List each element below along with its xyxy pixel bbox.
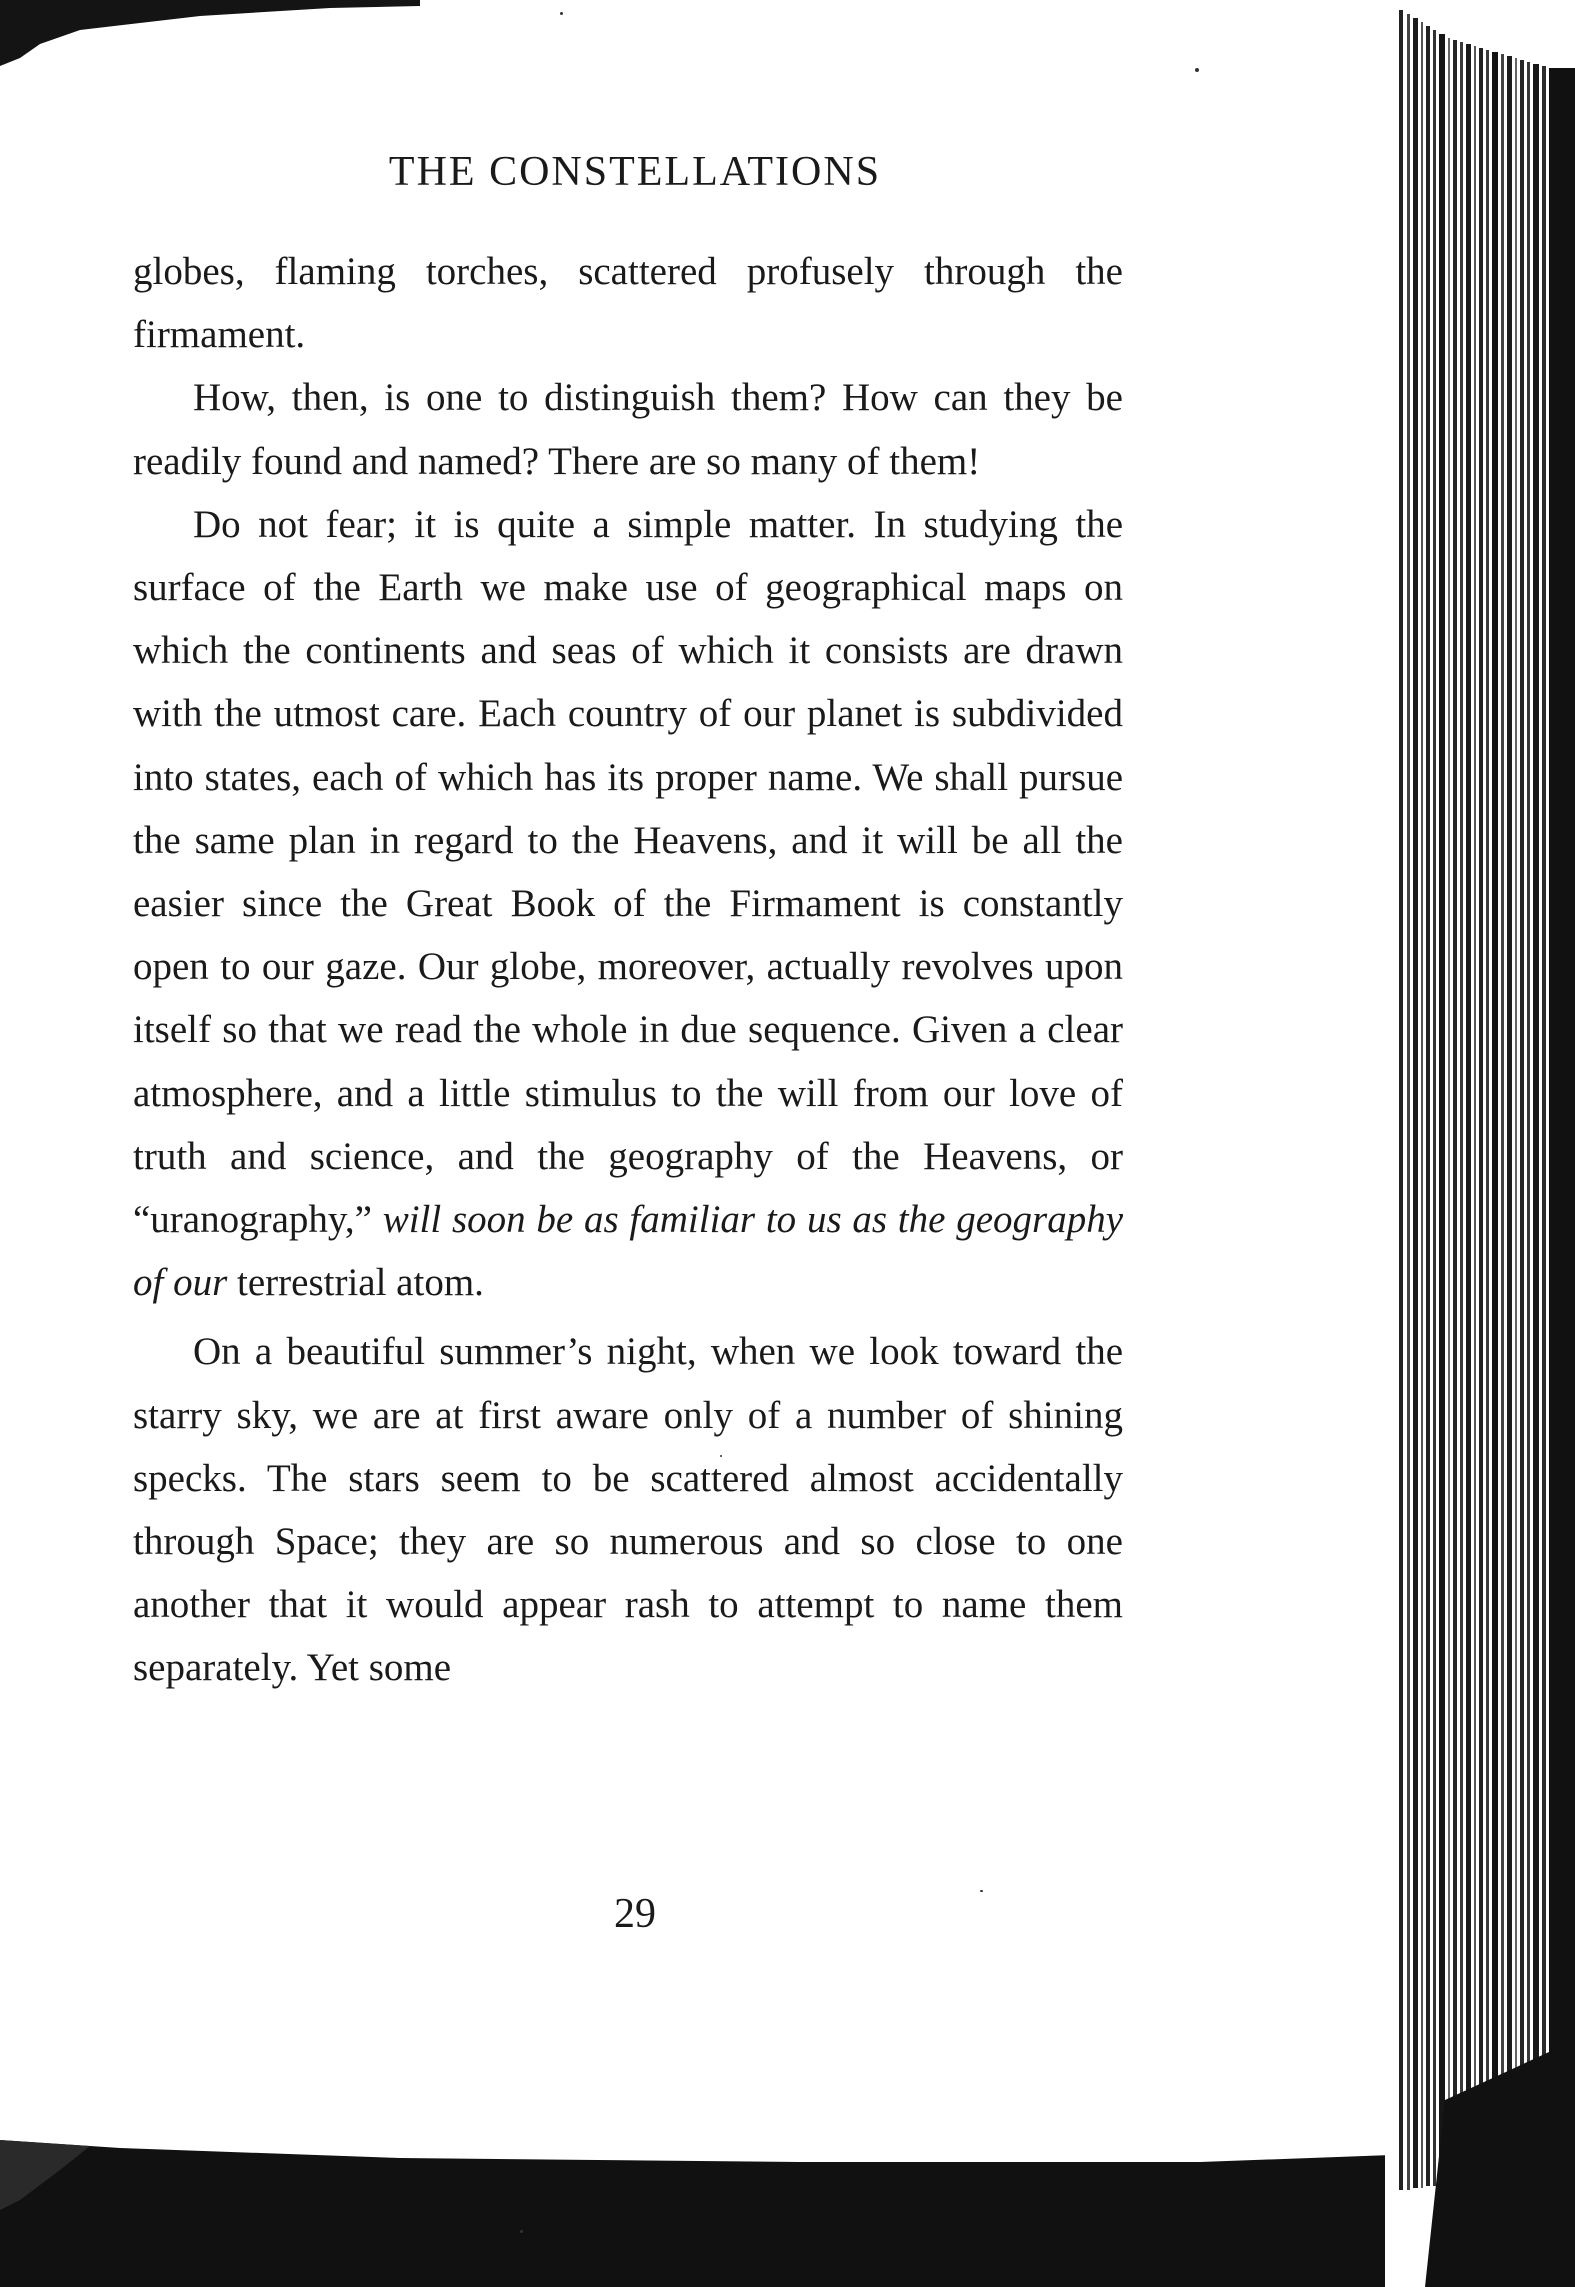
dust-speck: [560, 12, 563, 15]
paragraph-1: globes, flaming torches, scattered profusely through the firmament.: [133, 250, 1123, 357]
page-number: 29: [614, 1891, 656, 1937]
scanner-shadow-bottom: [0, 2140, 1575, 2287]
paragraph-4: On a beautiful summer’s night, when we look toward the starry sky, we are at first aware only of a number of shining specks. The stars seem to be scattered almost accidentally through Space; they are so numerous and so close to one another that it would appear rash to attempt to name them separately. Yet some: [133, 1330, 1123, 1690]
dust-speck: [520, 2230, 523, 2233]
paragraph-3: [133, 493, 1123, 1315]
dust-speck: [1195, 68, 1199, 72]
paragraph-3-italic: will soon be as familiar to us as the geography of our: [133, 1198, 1124, 1305]
dust-speck: [720, 1455, 722, 1457]
scanner-shadow-top: [0, 0, 420, 70]
paragraph-3-text: Do not fear; it is quite a simple matter. In studying the surface of the Earth we make use of geographical maps on which the continents and seas of which it consists are drawn with the utmost care. Each country of our planet is subdivided into states, each of which has its proper name. We shall pursue the same plan in regard to the Heavens, and it will be all the easier since the Great Book of the Firmament is constantly open to our gaze. Our globe, moreover, actually revolves upon itself so that we read the whole in due sequence. Given a clear atmosphere, and a little stimulus to the will from our love of truth and science, and the geography of the Heavens, or “uranography,”: [133, 502, 1123, 1242]
paragraph-3-end: terrestrial atom.: [237, 1261, 484, 1305]
paragraph-2: How, then, is one to distinguish them? How can they be readily found and named? There are so many of them!: [133, 376, 1123, 483]
body-text: [133, 240, 1123, 1700]
dust-speck: [980, 1890, 983, 1892]
page-edges: [1385, 0, 1575, 2287]
running-head: THE CONSTELLATIONS: [388, 149, 882, 195]
